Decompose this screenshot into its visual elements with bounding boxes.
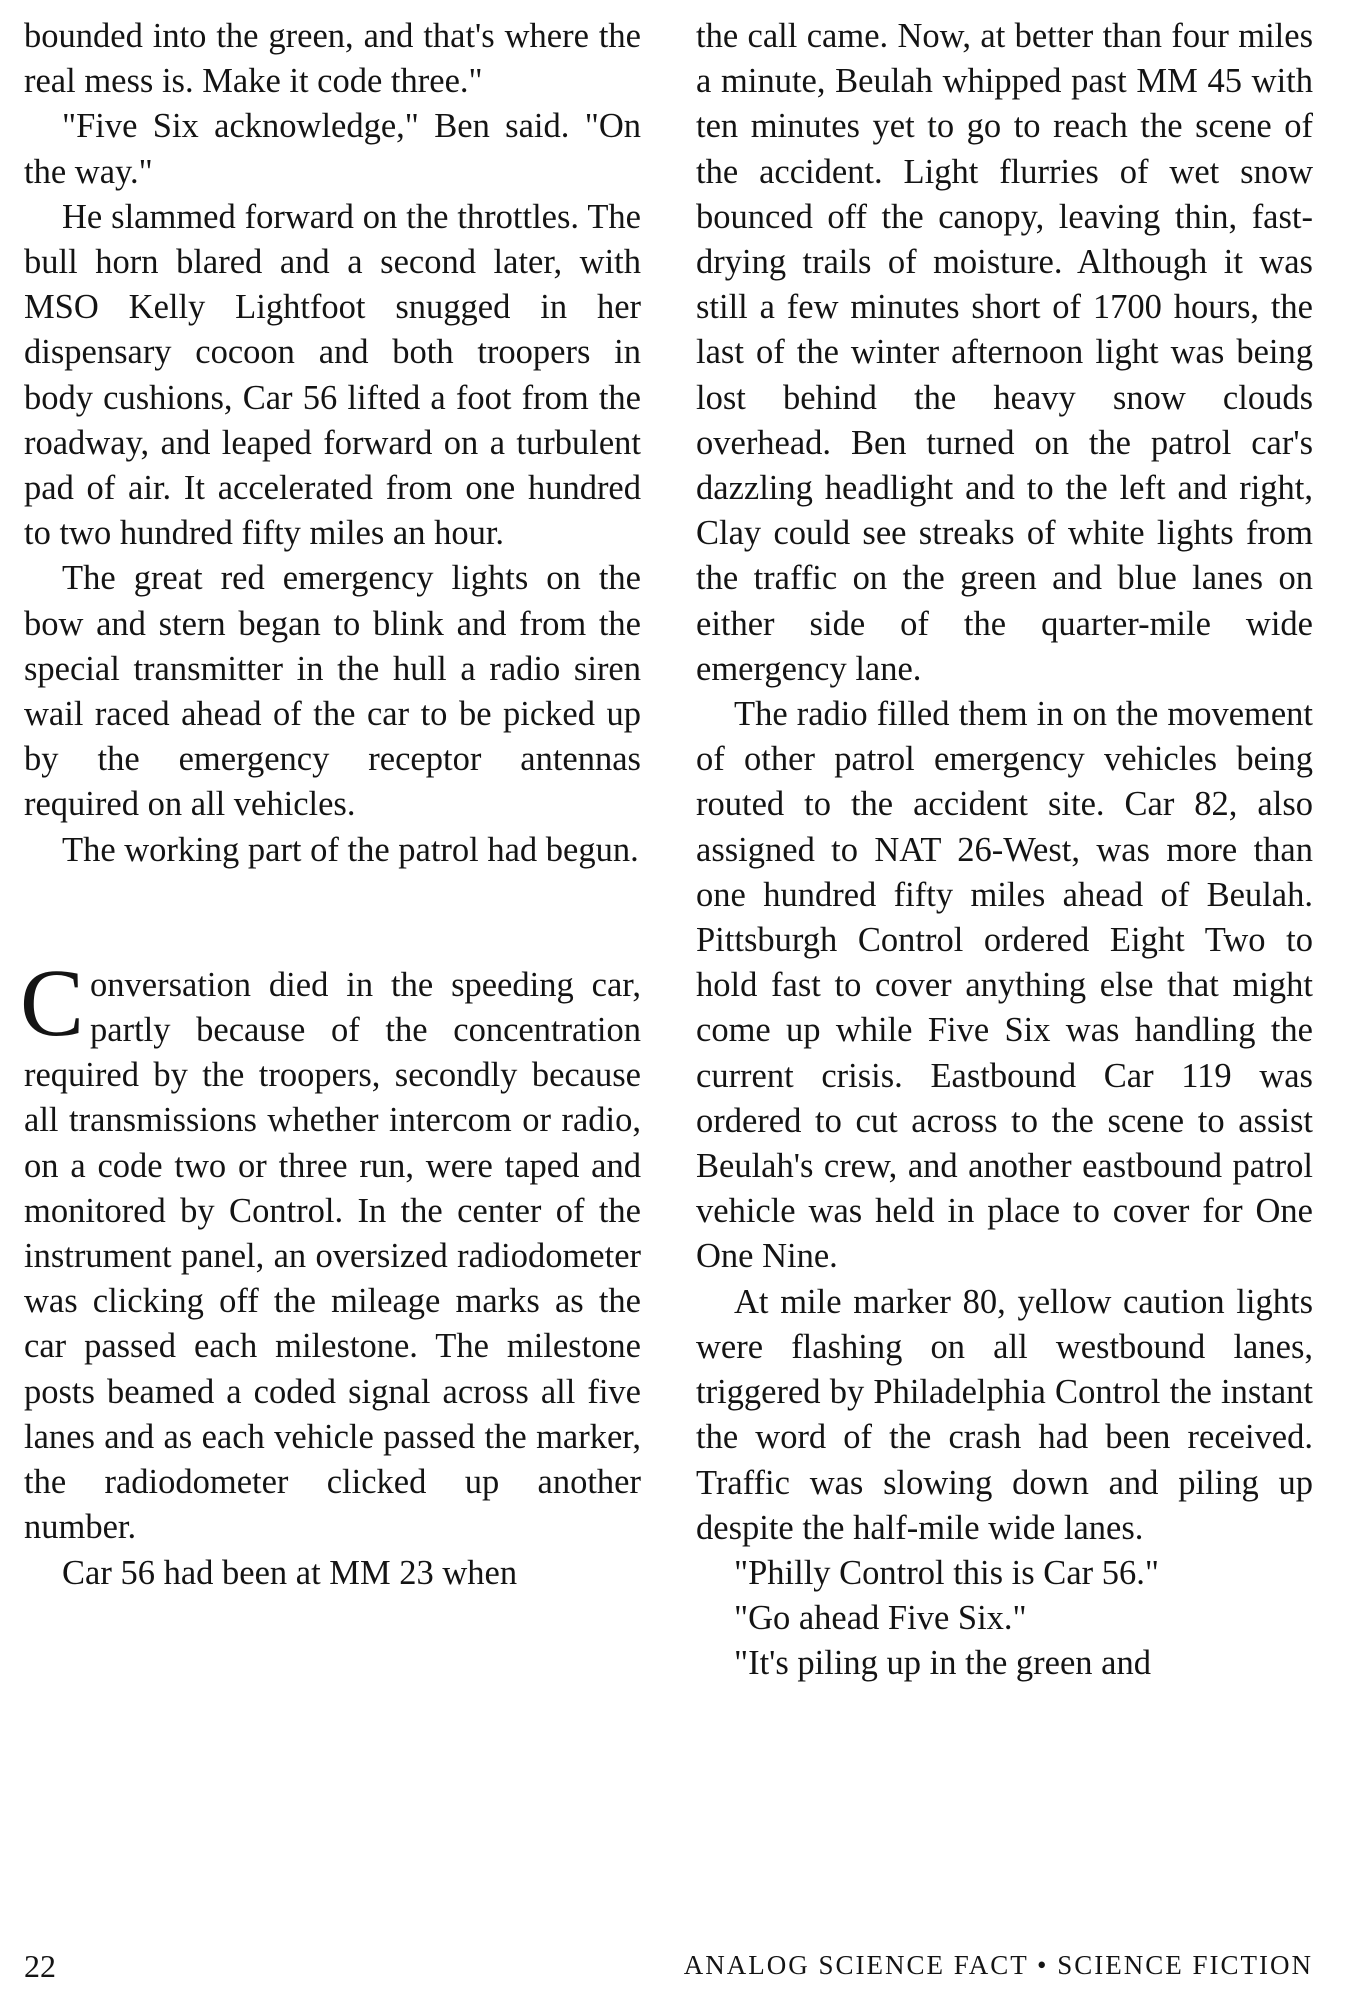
right-column <box>696 14 1313 1687</box>
paragraph: bounded into the green, and that's where the real mess is. Make it code three." <box>24 17 641 101</box>
page-footer <box>24 1948 1313 1988</box>
paragraph: "Go ahead Five Six." <box>734 1599 1027 1638</box>
paragraph: The great red emergency lights on the bow and stern began to blink and from the special transmitter in the hull a radio siren wail raced ahead of the car to be picked up by the emergency receptor antennas required on all vehicles. <box>24 559 641 824</box>
paragraph-text: onversation died in the speeding car, partly because of the concentration required by the troopers, secondly because all transmissions whether intercom or radio, on a code two or three run, were taped and monitored by Control. In the center of the instrument panel, an oversized radiodometer was clicking off the mileage marks as the car passed each milestone. The milestone posts beamed a coded signal across all five lanes and as each vehicle passed the marker, the radiodometer clicked up another number. <box>24 965 641 1547</box>
paragraph: The working part of the patrol had begun. <box>62 830 639 869</box>
paragraph: the call came. Now, at better than four miles a minute, Beulah whipped past MM 45 with ten minutes yet to go to reach the scene of the accident. Light flurries of wet snow bounced off the canopy, leaving thin, fast-drying trails of moisture. Although it was still a few minutes short of 1700 hours, the last of the winter afternoon light was being lost behind the heavy snow clouds overhead. Ben turned on the patrol car's dazzling headlight and to the left and right, Clay could see streaks of white lights from the traffic on the green and blue lanes on either side of the quarter-mile wide emergency lane. <box>696 17 1313 688</box>
section-break <box>24 873 641 963</box>
paragraph: "Philly Control this is Car 56." <box>734 1553 1159 1592</box>
dropcap-paragraph <box>20 948 641 1551</box>
running-head: ANALOG SCIENCE FACT • SCIENCE FICTION <box>683 1950 1313 1980</box>
paragraph: He slammed forward on the throttles. The bull horn blared and a second later, with MSO Kelly Lightfoot snugged in her dispensary cocoon and both troopers in body cushions, Car 56 lifted a foot from the roadway, and leaped forward on a turbulent pad of air. It accelerated from one hundred to two hundred fifty miles an hour. <box>24 197 641 553</box>
paragraph: The radio filled them in on the movement of other patrol emergency vehicles being routed to the accident site. Car 82, also assigned to NAT 26-West, was more than one hundred fifty miles ahead of Beulah. Pittsburgh Control ordered Eight Two to hold fast to cover anything else that might come up while Five Six was handling the current crisis. Eastbound Car 119 was ordered to cut across to the scene to assist Beulah's crew, and another eastbound patrol vehicle was held in place to cover for One One Nine. <box>696 695 1313 1276</box>
page-number: 22 <box>24 1948 56 1984</box>
left-column <box>20 14 641 1596</box>
paragraph: At mile marker 80, yellow caution lights were flashing on all westbound lanes, triggered by Philadelphia Control the instant the word of the crash had been received. Traffic was slowing down and piling up despite the half-mile wide lanes. <box>696 1282 1313 1547</box>
paragraph: "It's piling up in the green and <box>734 1644 1151 1683</box>
paragraph: Car 56 had been at MM 23 when <box>62 1553 518 1592</box>
paragraph: "Five Six acknowledge," Ben said. "On the way." <box>24 107 641 191</box>
drop-cap: C <box>20 948 85 1056</box>
